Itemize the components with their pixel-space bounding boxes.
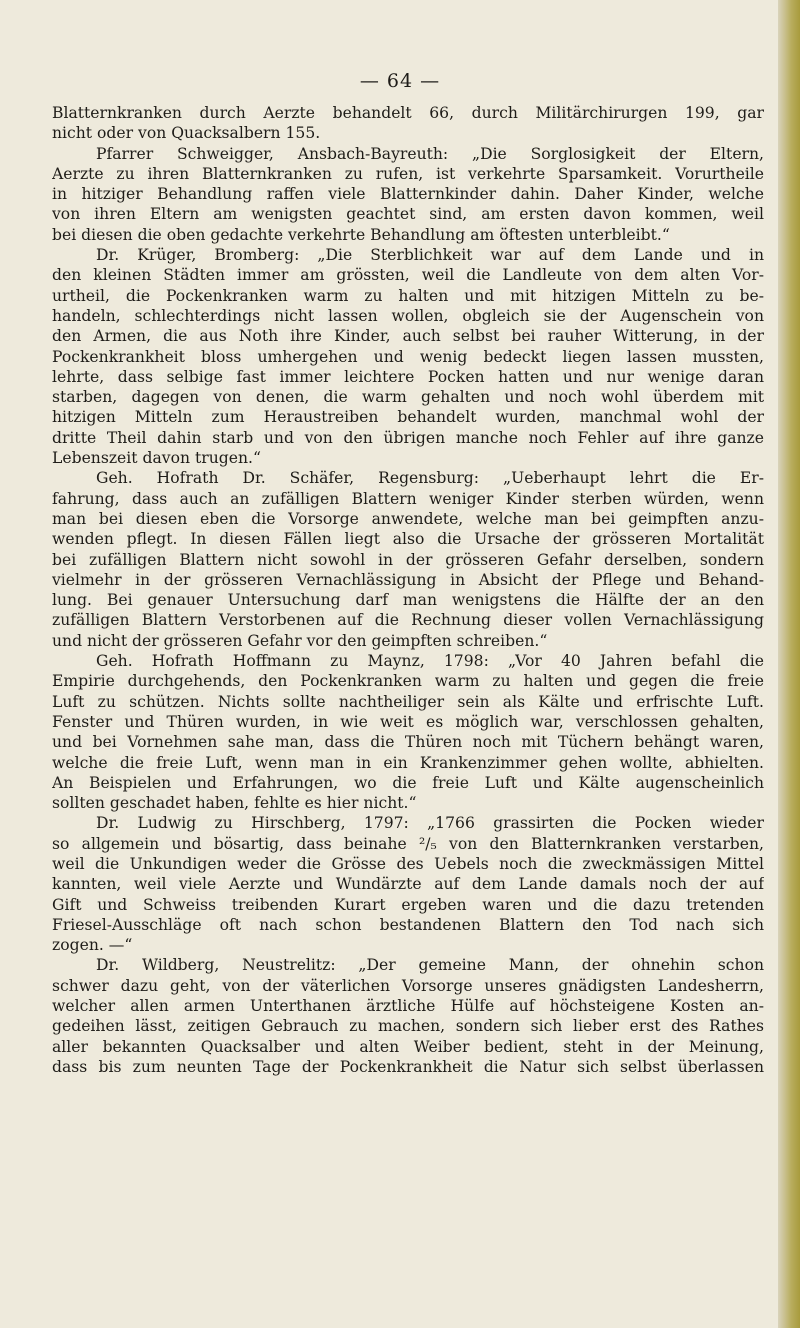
paragraph-first-line: Geh. Hofrath Dr. Schäfer, Regensburg: „Ueberhaupt lehrt die Er-	[96, 469, 764, 488]
text-line: von ihren Eltern am wenigsten geachtet sind, am ersten davon kommen, weil	[52, 205, 764, 224]
text-line: in hitziger Behandlung raffen viele Blatternkinder dahin. Daher Kinder, welche	[52, 185, 764, 204]
text-line: kannten, weil viele Aerzte und Wundärzte auf dem Lande damals noch der auf	[52, 875, 764, 894]
text-line: zufälligen Blattern Verstorbenen auf die Rechnung dieser vollen Vernachlässigung	[52, 611, 764, 630]
text-line: Gift und Schweiss treibenden Kurart ergeben waren und die dazu tretenden	[52, 895, 764, 914]
text-line: bei zufälligen Blattern nicht sowohl in der grösseren Gefahr derselben, sondern	[52, 550, 764, 569]
text-line: vielmehr in der grösseren Vernachlässigung in Absicht der Pflege und Behand-	[52, 570, 764, 589]
text-line: dritte Theil dahin starb und von den übrigen manche noch Fehler auf ihre ganze	[52, 428, 764, 447]
text-line: zogen. —“	[52, 936, 133, 955]
text-line: Fenster und Thüren wurden, in wie weit es möglich war, verschlossen gehalten,	[52, 712, 764, 731]
text-line: gedeihen lässt, zeitigen Gebrauch zu machen, sondern sich lieber erst des Rathes	[52, 1017, 764, 1036]
paragraph-first-line: Geh. Hofrath Hoffmann zu Maynz, 1798: „Vor 40 Jahren befahl die	[96, 652, 764, 671]
body-text	[52, 103, 764, 1077]
text-line: den kleinen Städten immer am grössten, weil die Landleute von dem alten Vor-	[52, 266, 764, 285]
text-line: handeln, schlechterdings nicht lassen wollen, obgleich sie der Augenschein von	[52, 306, 764, 325]
text-line: wenden pflegt. In diesen Fällen liegt also die Ursache der grösseren Mortalität	[52, 530, 764, 549]
text-line: Empirie durchgehends, den Pockenkranken warm zu halten und gegen die freie	[52, 672, 764, 691]
text-line: urtheil, die Pockenkranken warm zu halten und mit hitzigen Mitteln zu be-	[52, 286, 764, 305]
text-line: Luft zu schützen. Nichts sollte nachtheiliger sein als Kälte und erfrischte Luft.	[52, 692, 764, 711]
text-line: dass bis zum neunten Tage der Pockenkrankheit die Natur sich selbst überlassen	[52, 1057, 764, 1076]
text-line: bei diesen die oben gedachte verkehrte Behandlung am öftesten unterbleibt.“	[52, 225, 670, 244]
text-line: Aerzte zu ihren Blatternkranken zu rufen, ist verkehrte Sparsamkeit. Vorurtheile	[52, 164, 764, 183]
text-line: An Beispielen und Erfahrungen, wo die freie Luft und Kälte augenscheinlich	[52, 773, 764, 792]
text-line: starben, dagegen von denen, die warm gehalten und noch wohl überdem mit	[52, 388, 764, 407]
text-line: nicht oder von Quacksalbern 155.	[52, 124, 321, 143]
text-line: welcher allen armen Unterthanen ärztliche Hülfe auf höchsteigene Kosten an-	[52, 997, 764, 1016]
text-line: lung. Bei genauer Untersuchung darf man wenigstens die Hälfte der an den	[52, 591, 764, 610]
text-line: so allgemein und bösartig, dass beinahe ²/₅ von den Blatternkranken verstarben,	[52, 834, 764, 853]
text-line: hitzigen Mitteln zum Heraustreiben behandelt wurden, manchmal wohl der	[52, 408, 764, 427]
page-number: — 64 —	[359, 70, 441, 92]
text-line: lehrte, dass selbige fast immer leichtere Pocken hatten und nur wenige daran	[52, 367, 764, 386]
paragraph-first-line: Dr. Krüger, Bromberg: „Die Sterblichkeit war auf dem Lande und in	[96, 246, 764, 265]
text-line: und nicht der grösseren Gefahr vor den geimpften schreiben.“	[52, 631, 548, 650]
text-line: Blatternkranken durch Aerzte behandelt 66, durch Militärchirurgen 199, gar	[52, 104, 764, 122]
text-line: welche die freie Luft, wenn man in ein Krankenzimmer gehen wollte, abhielten.	[52, 753, 764, 772]
text-line: den Armen, die aus Noth ihre Kinder, auch selbst bei rauher Witterung, in der	[52, 327, 764, 346]
text-line: aller bekannten Quacksalber und alten Weiber bedient, steht in der Meinung,	[52, 1037, 764, 1056]
paragraph-first-line: Dr. Ludwig zu Hirschberg, 1797: „1766 grassirten die Pocken wieder	[96, 814, 764, 833]
text-line: weil die Unkundigen weder die Grösse des Uebels noch die zweckmässigen Mittel	[52, 854, 764, 873]
paragraph-first-line: Dr. Wildberg, Neustrelitz: „Der gemeine Mann, der ohnehin schon	[96, 956, 764, 975]
text-line: Friesel-Ausschläge oft nach schon bestandenen Blattern den Tod nach sich	[52, 915, 764, 934]
text-line: man bei diesen eben die Vorsorge anwendete, welche man bei geimpften anzu-	[52, 509, 764, 528]
text-line: Pockenkrankheit bloss umhergehen und wenig bedeckt liegen lassen mussten,	[52, 347, 764, 366]
text-line: fahrung, dass auch an zufälligen Blattern weniger Kinder sterben würden, wenn	[52, 489, 764, 508]
text-line: schwer dazu geht, von der väterlichen Vorsorge unseres gnädigsten Landesherrn,	[52, 976, 764, 995]
text-line: sollten geschadet haben, fehlte es hier nicht.“	[52, 794, 417, 813]
page-edge	[778, 0, 800, 1328]
paragraph-first-line: Pfarrer Schweigger, Ansbach-Bayreuth: „Die Sorglosigkeit der Eltern,	[96, 144, 764, 163]
text-line: Lebenszeit davon trugen.“	[52, 449, 261, 468]
text-line: und bei Vornehmen sahe man, dass die Thüren noch mit Tüchern behängt waren,	[52, 733, 764, 752]
